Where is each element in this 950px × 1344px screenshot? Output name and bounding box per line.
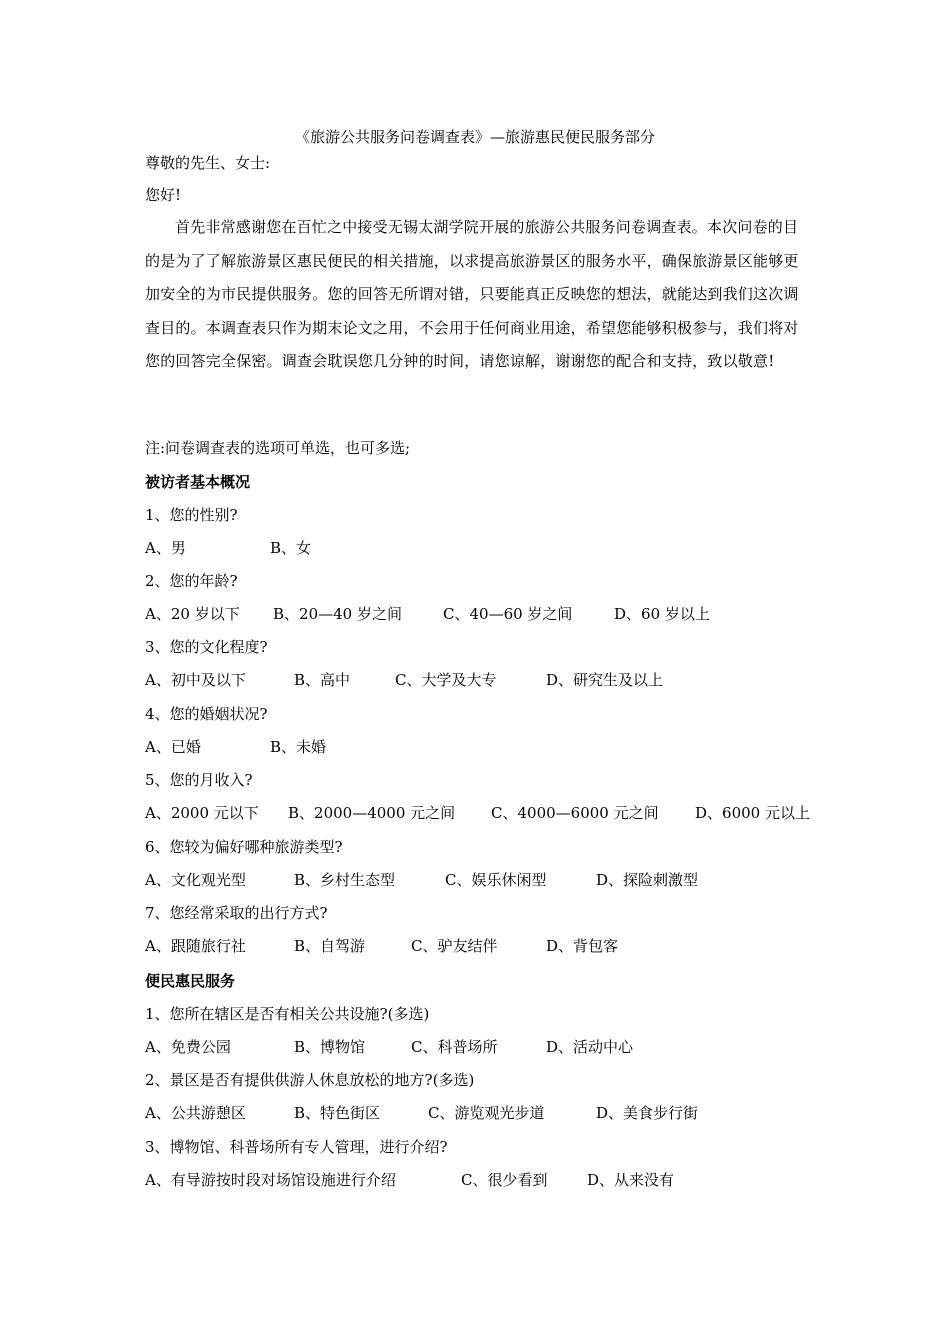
intro-paragraph: 首先非常感谢您在百忙之中接受无锡太湖学院开展的旅游公共服务问卷调查表。本次问卷的目的是为了了解旅游景区惠民便民的相关措施，以求提高旅游景区的服务水平，确保旅游景区能够更加安全的为市民提供服务。您的回答无所谓对错，只要能真正反映您的想法，就能达到我们这次调查目的。本调查表只作为期末论文之用，不会用于任何商业用途，希望您能够积极参与，我们将对您的回答完全保密。调查会耽误您几分钟的时间，请您谅解，谢谢您的配合和支持，致以敬意! (145, 218, 799, 370)
option: A、文化观光型 (145, 871, 246, 889)
option: C、40—60 岁之间 (443, 605, 573, 623)
question: 1、您所在辖区是否有相关公共设施?(多选) (145, 1005, 430, 1023)
greeting: 尊敬的先生、女士: (145, 154, 271, 172)
option: A、初中及以下 (145, 671, 246, 689)
option: C、大学及大专 (395, 671, 497, 689)
section-heading-services: 便民惠民服务 (145, 972, 236, 990)
question: 5、您的月收入? (145, 771, 253, 789)
option: C、娱乐休闲型 (445, 871, 547, 889)
option: D、研究生及以上 (546, 671, 664, 689)
option: D、6000 元以上 (695, 804, 810, 822)
option: A、有导游按时段对场馆设施进行介绍 (145, 1171, 396, 1189)
hello: 您好! (145, 186, 182, 204)
option: A、免费公园 (145, 1038, 231, 1056)
question: 3、您的文化程度? (145, 638, 268, 656)
question: 1、您的性别? (145, 506, 238, 524)
option: B、高中 (294, 671, 351, 689)
note: 注:问卷调查表的选项可单选，也可多选; (145, 439, 411, 457)
option: A、已婚 (145, 738, 201, 756)
option: D、背包客 (546, 937, 619, 955)
option: A、跟随旅行社 (145, 937, 246, 955)
option: B、女 (270, 539, 312, 557)
option: B、博物馆 (294, 1038, 366, 1056)
option: B、2000—4000 元之间 (288, 804, 456, 822)
option: B、自驾游 (294, 937, 366, 955)
option: D、活动中心 (546, 1038, 634, 1056)
option: D、美食步行街 (596, 1104, 699, 1122)
option: D、从来没有 (587, 1171, 675, 1189)
option: A、20 岁以下 (145, 605, 240, 623)
option: C、游览观光步道 (428, 1104, 545, 1122)
option: D、60 岁以上 (614, 605, 710, 623)
option: A、男 (145, 539, 186, 557)
question: 4、您的婚姻状况? (145, 705, 268, 723)
section-heading-basic: 被访者基本概况 (145, 473, 251, 491)
question: 2、您的年龄? (145, 572, 238, 590)
option: A、公共游憩区 (145, 1104, 246, 1122)
question: 6、您较为偏好哪种旅游类型? (145, 838, 343, 856)
option: C、很少看到 (461, 1171, 548, 1189)
question: 3、博物馆、科普场所有专人管理，进行介绍? (145, 1138, 448, 1156)
option: B、未婚 (270, 738, 327, 756)
document-title: 《旅游公共服务问卷调查表》—旅游惠民便民服务部分 (294, 128, 655, 146)
question: 2、景区是否有提供供游人休息放松的地方?(多选) (145, 1071, 475, 1089)
option: D、探险刺激型 (596, 871, 699, 889)
option: C、驴友结伴 (411, 937, 498, 955)
option: B、特色街区 (294, 1104, 381, 1122)
option: C、科普场所 (411, 1038, 498, 1056)
option: C、4000—6000 元之间 (491, 804, 659, 822)
option: B、20—40 岁之间 (273, 605, 402, 623)
option: B、乡村生态型 (294, 871, 396, 889)
option: A、2000 元以下 (145, 804, 259, 822)
question: 7、您经常采取的出行方式? (145, 904, 328, 922)
